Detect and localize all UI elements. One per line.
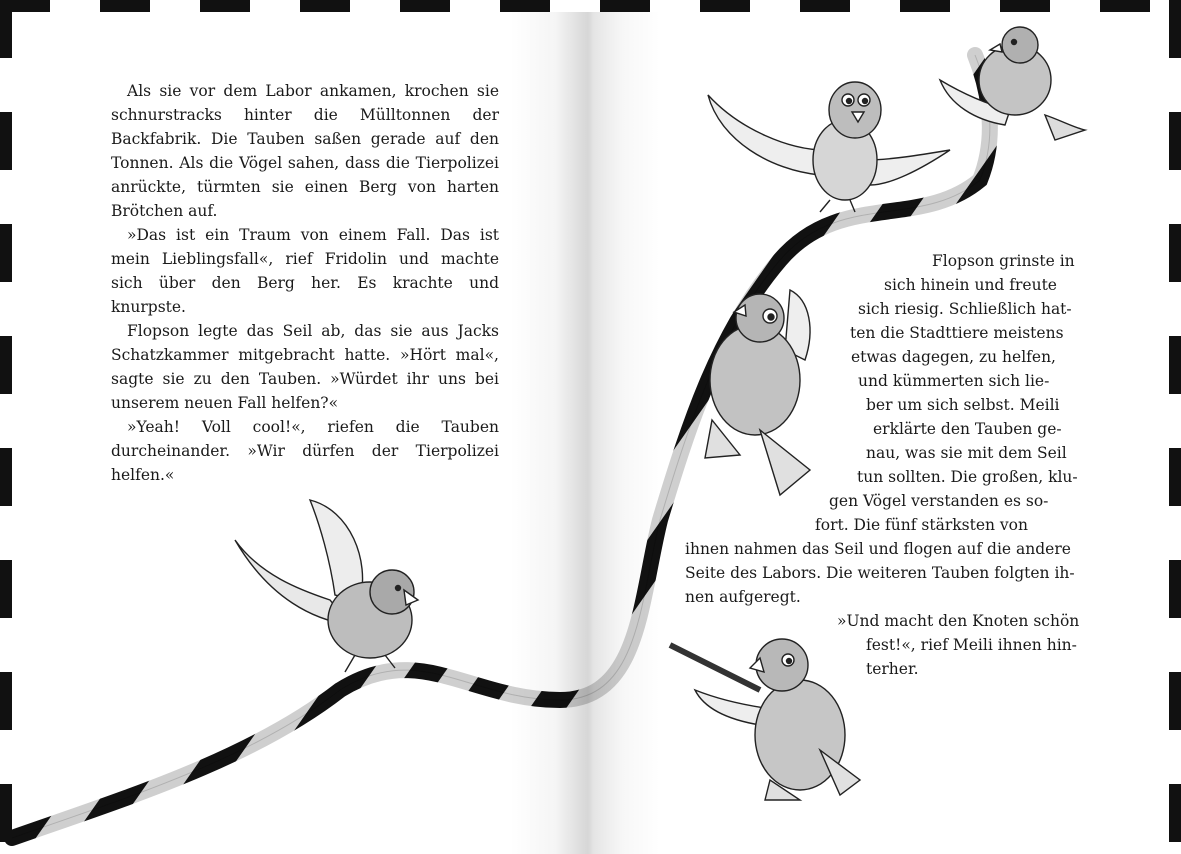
text-line: »Und macht den Knoten schön [837, 612, 1080, 630]
text-line: tun sollten. Die großen, klu- [857, 468, 1078, 486]
paragraph: »Das ist ein Traum von einem Fall. Das ist mein Lieblingsfall«, rief Fridolin und machte sich über den Berg her. Es krachte und knurpste. [111, 226, 499, 316]
text-line: terher. [866, 660, 919, 678]
text-line: fort. Die fünf stärksten von [815, 516, 1028, 534]
checkered-border-left [0, 0, 12, 854]
paragraph: Flopson legte das Seil ab, das sie aus Jacks Schatzkammer mitgebracht hatte. »Hört mal«, sagte sie zu den Tauben. »Würdet ihr uns bei unserem neuen Fall helfen?« [111, 322, 499, 412]
text-line: gen Vögel verstanden es so- [829, 492, 1049, 510]
text-line: und kümmerten sich lie- [858, 372, 1050, 390]
text-line: sich riesig. Schließlich hat- [858, 300, 1072, 318]
text-line: nau, was sie mit dem Seil [866, 444, 1067, 462]
text-line: erklärte den Tauben ge- [873, 420, 1062, 438]
text-line: ten die Stadttiere meistens [850, 324, 1064, 342]
text-line: fest!«, rief Meili ihnen hin- [866, 636, 1077, 654]
text-line: ihnen nahmen das Seil und flogen auf die andere [685, 540, 1071, 558]
left-page-text [111, 79, 499, 487]
checkered-border-right [1169, 0, 1181, 854]
text-line: etwas dagegen, zu helfen, [851, 348, 1056, 366]
text-line: Flopson grinste in [932, 252, 1075, 270]
checkered-border-top [0, 0, 1181, 12]
paragraph: »Yeah! Voll cool!«, riefen die Tauben durcheinander. »Wir dürfen der Tierpolizei helfen.« [111, 418, 499, 484]
text-line: nen aufgeregt. [685, 588, 801, 606]
paragraph: Als sie vor dem Labor ankamen, krochen sie schnurstracks hinter die Mülltonnen der Backfabrik. Die Tauben saßen gerade auf den Tonnen. Als die Vögel sahen, dass die Tierpolizei anrückte, türmten sie einen Berg von harten Brötchen auf. [111, 82, 499, 220]
text-line: sich hinein und freute [884, 276, 1057, 294]
text-line: ber um sich selbst. Meili [866, 396, 1060, 414]
text-line: Seite des Labors. Die weiteren Tauben folgten ih- [685, 564, 1075, 582]
